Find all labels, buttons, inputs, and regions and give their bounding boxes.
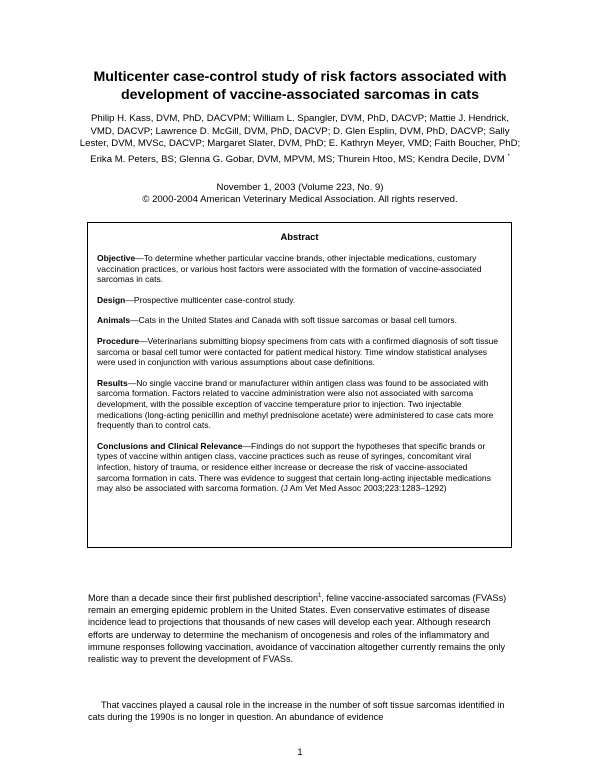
abstract-text-results: —No single vaccine brand or manufacturer within antigen class was found to be associated with sarcoma formation. Factors related to vaccine administration were also not associated with sarcoma development, with the possible exception of vaccine temperature prior to injection. Two injectable medications (long-acting penicillin and methyl prednisolone acetate) were administered to case cats more frequently than to control cats. bbox=[97, 377, 494, 431]
abstract-text-design: —Prospective multicenter case-control study. bbox=[125, 294, 296, 305]
abstract-label-objective: Objective bbox=[97, 253, 136, 263]
abstract-objective bbox=[97, 253, 502, 285]
abstract-procedure bbox=[97, 336, 502, 368]
abstract-label-animals: Animals bbox=[97, 315, 131, 326]
body-paragraph-1 bbox=[88, 592, 518, 665]
paper-title: Multicenter case-control study of risk factors associated with development of vaccine-associated sarcomas in cats bbox=[93, 69, 507, 103]
copyright-notice: © 2000-2004 American Veterinary Medical Association. All rights reserved. bbox=[142, 194, 458, 206]
author-footnote-mark: * bbox=[507, 153, 510, 160]
abstract-animals bbox=[97, 315, 502, 326]
body-paragraph-2: That vaccines played a causal role in the increase in the number of soft tissue sarcomas identified in cats during the 1990s is no longer in question. An abundance of evidence bbox=[88, 700, 505, 723]
abstract-text-animals: —Cats in the United States and Canada with soft tissue sarcomas or basal cell tumors. bbox=[130, 315, 458, 326]
author-names: Philip H. Kass, DVM, PhD, DACVPM; William L. Spangler, DVM, PhD, DACVP; Mattie J. Hendrick, VMD, DACVP; Lawrence D. McGill, DVM, PhD, DACVP; D. Glen Esplin, DVM, PhD, DACVP; Sally Lester, DVM, MVSc, DACVP; Margaret Slater, DVM, PhD; E. Kathryn Meyer, VMD; Faith Boucher, PhD; Erika M. Peters, BS; Glenna G. Gobar, DVM, MPVM, MS; Thurein Htoo, MS; Kendra Decile, DVM bbox=[79, 113, 521, 165]
publication-date-volume: November 1, 2003 (Volume 223, No. 9) bbox=[216, 182, 384, 193]
abstract-label-results: Results bbox=[97, 377, 128, 388]
abstract-text-objective: —To determine whether particular vaccine brands, other injectable medications, customary vaccination practices, or various host factors were associated with the formation of vaccine-associated sarcomas in cats. bbox=[97, 253, 482, 285]
abstract-results bbox=[97, 378, 502, 431]
abstract-heading: Abstract bbox=[280, 231, 319, 242]
abstract-label-procedure: Procedure bbox=[97, 335, 140, 346]
abstract-conclusions bbox=[97, 441, 502, 494]
author-list bbox=[78, 113, 522, 167]
abstract-text-procedure: —Veterinarians submitting biopsy specimens from cats with a confirmed diagnosis of soft tissue sarcoma or basal cell tumor were contacted for patient medical history. Time window statistical analyses were used in conjunction with various assumptions about case definitions. bbox=[97, 335, 499, 368]
abstract-box bbox=[87, 222, 512, 548]
abstract-design bbox=[97, 295, 502, 306]
page-number: 1 bbox=[297, 746, 303, 757]
publication-info bbox=[60, 182, 540, 207]
body-p1-rest: , feline vaccine-associated sarcomas (FVASs) remain an emerging epidemic problem in the United States. Even conservative estimates of disease incidence lead to projections that thousands of new cases will develop each year. Although research efforts are underway to determine the mechanism of oncogenesis and roles of the inflammatory and immune responses following vaccination, avoidance of vaccination altogether currently remains the only realistic way to prevent the development of FVASs. bbox=[88, 593, 507, 665]
abstract-label-conclusions: Conclusions and Clinical Relevance bbox=[97, 440, 243, 451]
abstract-text-conclusions: —Findings do not support the hypotheses that specific brands or types of vaccine within antigen class, vaccine practices such as reuse of syringes, concomitant viral infection, history of trauma, or residence either increase or decrease the risk of vaccine-associated sarcoma formation in cats. There was evidence to suggest that certain long-acting injectable medications may also be associated with sarcoma formation. (J Am Vet Med Assoc 2003;223:1283–1292) bbox=[97, 440, 491, 494]
abstract-label-design: Design bbox=[97, 294, 126, 305]
body-p1-lead: More than a decade since their first published description bbox=[88, 593, 318, 603]
reference-1-link[interactable]: 1 bbox=[318, 592, 322, 599]
